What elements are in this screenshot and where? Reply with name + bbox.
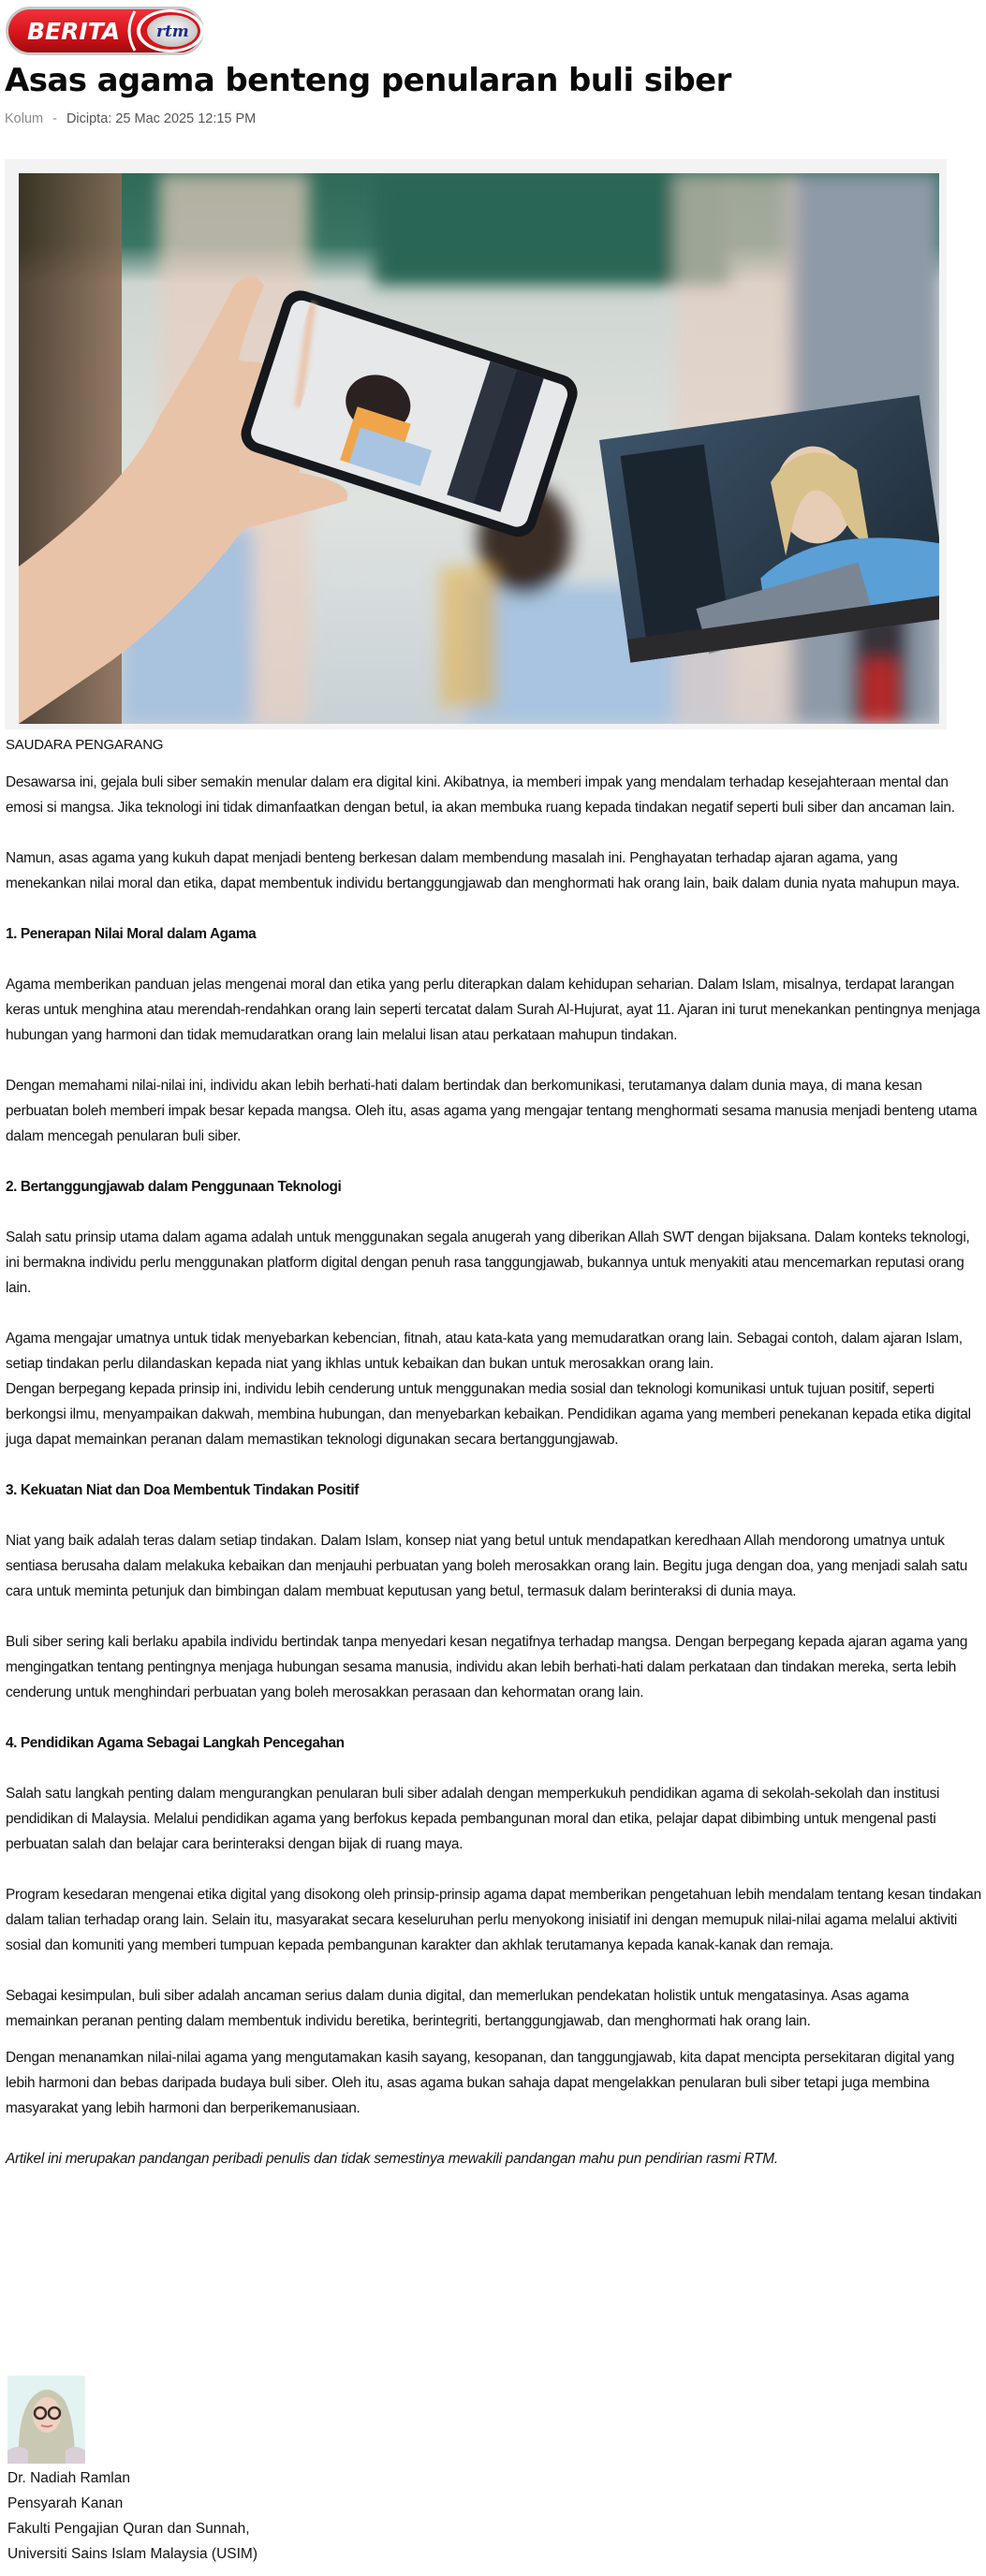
logo-brand-text: BERITA (27, 18, 121, 45)
paragraph: Dengan menanamkan nilai-nilai agama yang mengutamakan kasih sayang, kesopanan, dan tanggungjawab, kita dapat mencipta persekitaran digital yang lebih harmoni dan bebas daripada budaya buli siber. Oleh itu, asas agama bukan sahaja dapat mengelakkan penularan buli siber tetapi juga membina masyarakat yang lebih harmoni dan berperikemanusiaan. (6, 2050, 955, 2116)
paragraph: Salah satu prinsip utama dalam agama adalah untuk menggunakan segala anugerah yang diberikan Allah SWT dengan bijaksana. Dalam konteks teknologi, ini bermakna individu perlu menggunakan platform digital dengan penuh rasa tanggungjawab, bukannya untuk menyakiti atau mencemarkan reputasi orang lain. (6, 1229, 970, 1296)
cyberbullying-illustration (19, 173, 939, 724)
disclaimer: Artikel ini merupakan pandangan peribadi penulis dan tidak semestinya mewakili pandangan mahu pun pendirian rasmi RTM. (6, 2151, 778, 2167)
category-link[interactable]: Kolum (5, 111, 44, 126)
section-heading: 1. Penerapan Nilai Moral dalam Agama (6, 926, 257, 942)
paragraph: Sebagai kesimpulan, buli siber adalah ancaman serius dalam dunia digital, dan memerlukan pendekatan holistik untuk mengatasinya. Asas agama memainkan peranan penting dalam membentuk individu beretika, berintegriti, bertanggungjawab, dan menghormati hak orang lain. (6, 1988, 909, 2029)
berita-rtm-logo[interactable] (4, 4, 208, 58)
logo-badge-text: rtm (156, 22, 189, 41)
logo-graphic (4, 4, 208, 58)
paragraph: Program kesedaran mengenai etika digital yang disokong oleh prinsip-prinsip agama dapat memberikan pengetahuan lebih mendalam tentang kesan tindakan dalam talian terhadap orang lain. Selain itu, masyarakat secara keseluruhan perlu menyokong inisiatif ini dengan memupuk nilai-nilai agama melalui aktiviti sosial dan komuniti yang memberi tumpuan kepada pembangunan karakter dan akhlak terutamanya kepada kanak-kanak dan remaja. (6, 1887, 981, 1953)
paragraph: Salah satu langkah penting dalam mengurangkan penularan buli siber adalah dengan memperkukuh pendidikan agama di sekolah-sekolah dan institusi pendidikan di Malaysia. Melalui pendidikan agama yang berfokus kepada pembangunan moral dan etika, pelajar dapat dibimbing untuk mengenal pasti perbuatan salah dan belajar cara berinteraksi dengan bijak di ruang maya. (6, 1786, 940, 1852)
section-heading: 2. Bertanggungjawab dalam Penggunaan Teknologi (6, 1179, 342, 1195)
paragraph: Niat yang baik adalah teras dalam setiap tindakan. Dalam Islam, konsep niat yang betul untuk mendapatkan keredhaan Allah mendorong umatnya untuk sentiasa berusaha dalam melakuka kebaikan dan menjauhi perbuatan yang boleh merosakkan orang lain. Begitu juga dengan doa, yang menjadi salah satu cara untuk meminta petunjuk dan bimbingan dalam membuat keputusan yang betul, termasuk dalam berinteraksi di dunia maya. (6, 1533, 968, 1599)
paragraph: Buli siber sering kali berlaku apabila individu bertindak tanpa menyedari kesan negatifnya terhadap mangsa. Dengan berpegang kepada ajaran agama yang mengingatkan tentang pentingnya menjaga hubungan sesama manusia, individu akan lebih berhati-hati dalam perkataan dan tindakan mereka, serta lebih cenderung untuk menghindari perbuatan yang boleh merosakkan perasaan dan kehormatan orang lain. (6, 1634, 968, 1700)
published-date: Dicipta: 25 Mac 2025 12:15 PM (66, 111, 257, 126)
paragraph: Agama memberikan panduan jelas mengenai moral dan etika yang perlu diterapkan dalam kehidupan seharian. Dalam Islam, misalnya, terdapat larangan keras untuk menghina atau merendah-rendahkan orang lain seperti tercatat dalam Surah Al-Hujurat, ayat 11. Ajaran ini turut menekankan pentingnya menjaga hubungan yang harmoni dan tidak memudaratkan orang lain melalui lisan atau perkataan mahupun tindakan. (6, 977, 980, 1043)
author-portrait (7, 2376, 85, 2464)
paragraph: Desawarsa ini, gejala buli siber semakin menular dalam era digital kini. Akibatnya, ia memberi impak yang mendalam terhadap kesejahteraan mental dan emosi si mangsa. Jika teknologi ini tidak dimanfaatkan dengan betul, ia akan membuka ruang kepada tindakan negatif seperti buli siber dan ancaman lain. (6, 774, 955, 816)
paragraph: Namun, asas agama yang kukuh dapat menjadi benteng berkesan dalam membendung masalah ini. Penghayatan terhadap ajaran agama, yang menekankan nilai moral dan etika, dapat membentuk individu bertanggungjawab dan menghormati hak orang lain, baik dalam dunia nyata mahupun maya. (6, 850, 960, 891)
author-position: Pensyarah Kanan (7, 2495, 124, 2511)
paragraph: Agama mengajar umatnya untuk tidak menyebarkan kebencian, fitnah, atau kata-kata yang memudaratkan orang lain. Sebagai contoh, dalam ajaran Islam, setiap tindakan perlu dilandaskan kepada niat yang ikhlas untuk kebaikan dan bukan untuk merosakkan orang lain. (6, 1331, 963, 1372)
section-heading: 3. Kekuatan Niat dan Doa Membentuk Tindakan Positif (6, 1482, 359, 1498)
author-university: Universiti Sains Islam Malaysia (USIM) (7, 2546, 258, 2562)
paragraph: Dengan memahami nilai-nilai ini, individu akan lebih berhati-hati dalam bertindak dan berkomunikasi, terutamanya dalam dunia maya, di mana kesan perbuatan boleh memberi impak besar kepada mangsa. Oleh itu, asas agama yang mengajar tentang menghormati sesama manusia menjadi benteng utama dalam mencegah penularan buli siber. (6, 1078, 978, 1144)
article-body (6, 770, 981, 2197)
author-faculty: Fakulti Pengajian Quran dan Sunnah, (7, 2521, 250, 2537)
article-meta (5, 111, 256, 126)
paragraph: Dengan berpegang kepada prinsip ini, individu lebih cenderung untuk menggunakan media sosial dan teknologi komunikasi untuk tujuan positif, seperti berkongsi ilmu, menyampaikan dakwah, membina hubungan, dan menyebarkan kebaikan. Pendidikan agama yang memberi penekanan kepada etika digital juga dapat memainkan peranan dalam memastikan teknologi digunakan secara bertanggungjawab. (6, 1381, 971, 1448)
hero-image (19, 173, 939, 724)
author-name: Dr. Nadiah Ramlan (7, 2470, 130, 2486)
hero-image-frame (5, 159, 947, 729)
article-title: Asas agama benteng penularan buli siber (5, 62, 731, 99)
author-block (7, 2376, 258, 2567)
image-caption: SAUDARA PENGARANG (6, 737, 164, 753)
portrait-photo (7, 2376, 85, 2464)
meta-separator: - (52, 111, 57, 126)
section-heading: 4. Pendidikan Agama Sebagai Langkah Pencegahan (6, 1735, 345, 1751)
